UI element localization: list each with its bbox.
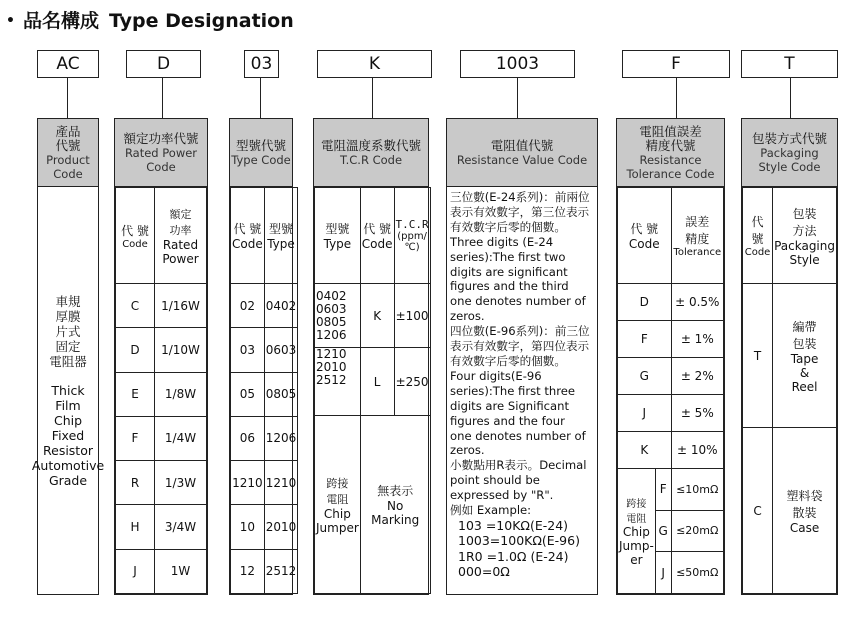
- product-code-body: [31, 187, 105, 595]
- header-zh: 電阻溫度系數代號: [320, 137, 421, 153]
- resistance-code-body: [446, 187, 598, 595]
- connector-line: [260, 78, 261, 118]
- table-row: [743, 284, 837, 428]
- cell-code: 12: [231, 549, 265, 593]
- body-text: 電阻器: [49, 353, 87, 369]
- body-text: Thick: [51, 382, 85, 398]
- cell-value: 3/4W: [155, 505, 207, 549]
- cell-text: 塑料袋: [786, 488, 823, 503]
- table-row: [618, 321, 724, 358]
- header-en: Type Code: [231, 152, 291, 167]
- resistance-examples: [450, 518, 595, 580]
- description-line: 有效數字后零的個數。: [450, 219, 566, 234]
- table-row: [116, 416, 207, 460]
- cell-value: ≤20mΩ: [671, 510, 723, 552]
- header-en: Code: [146, 159, 176, 174]
- title-zh: 品名構成: [22, 10, 99, 32]
- body-text: Grade: [48, 472, 88, 488]
- cell-text: Code: [628, 237, 660, 251]
- cell-code: J: [655, 552, 671, 594]
- cell-text: Reel: [791, 379, 818, 394]
- cell-value: ≤10mΩ: [671, 469, 723, 511]
- cell-text: Tape: [790, 351, 819, 366]
- cell-text: 跨接: [626, 499, 647, 510]
- cell-value: 1/16W: [155, 284, 207, 328]
- cell-text: 代 號: [751, 215, 764, 246]
- cell-value: [773, 284, 837, 428]
- code-box-power: D: [126, 50, 201, 78]
- description-line: zeros.: [450, 443, 485, 458]
- table-row: [618, 358, 724, 395]
- header-zh: 代號: [55, 137, 81, 153]
- cell-text: (ppm/℃): [397, 231, 427, 253]
- cell-text: 額定: [169, 207, 192, 221]
- header-en: Packaging: [760, 145, 819, 160]
- example-line: 1R0 =1.0Ω (E-24): [458, 548, 569, 564]
- table-row: [618, 469, 724, 511]
- description-line: figures and the third: [450, 279, 569, 294]
- table-row: [231, 372, 298, 416]
- code-box-type: 03: [244, 50, 279, 78]
- cell-text: 1210: [316, 347, 347, 361]
- cell-text: 型號: [325, 222, 350, 236]
- type-code-table: [229, 187, 297, 595]
- jumper-label: [618, 469, 656, 594]
- cell-code: 03: [231, 328, 265, 372]
- example-line: 103 =10KΩ(E-24): [458, 517, 569, 533]
- cell-text: 代 號: [121, 223, 149, 238]
- cell-code: 02: [231, 284, 265, 328]
- section-title: [6, 6, 294, 33]
- code-box-resistance: 1003: [460, 50, 575, 78]
- connector-line: [372, 78, 373, 118]
- cell-text: 1206: [316, 327, 347, 342]
- packaging-code-table: [741, 187, 838, 595]
- header-en: Rated Power: [124, 145, 198, 160]
- cell-code: E: [116, 372, 155, 416]
- table-row: [231, 416, 298, 460]
- body-text: Film: [55, 397, 81, 413]
- cell-text: Code: [361, 237, 393, 251]
- table-col-header: [360, 188, 394, 284]
- cell-code: R: [116, 461, 155, 505]
- cell-value: ± 0.5%: [671, 284, 723, 321]
- cell-text: Power: [162, 251, 199, 266]
- cell-text: Type: [267, 237, 295, 251]
- cell-text: Code: [744, 247, 771, 258]
- resistance-description: [450, 190, 595, 518]
- cell-value: 2512: [264, 549, 298, 593]
- header-en: Resistance: [639, 152, 702, 167]
- description-line: 表示有效數字，第三位表示: [450, 204, 590, 219]
- connector-line: [162, 78, 163, 118]
- cell-text: 誤差: [685, 215, 710, 229]
- cell-code: G: [655, 510, 671, 552]
- cell-value: 1/8W: [155, 372, 207, 416]
- cell-code: C: [116, 284, 155, 328]
- table-row: [618, 432, 724, 469]
- header-zh: 產品: [55, 123, 81, 139]
- bullet-icon: •: [6, 13, 15, 29]
- cell-value: ≤50mΩ: [671, 552, 723, 594]
- cell-code: D: [116, 328, 155, 372]
- cell-code: C: [743, 428, 773, 594]
- description-line: figures and the four: [450, 413, 565, 428]
- cell-value: 1/3W: [155, 461, 207, 505]
- resistance-code-header: [446, 118, 598, 187]
- description-line: 例如 Example:: [450, 503, 532, 518]
- cell-text: Chip: [323, 506, 351, 521]
- tolerance-code-table: [616, 187, 725, 595]
- description-line: 有效數字后零的個數。: [450, 353, 566, 368]
- description-line: digits are significant: [450, 264, 568, 279]
- cell-code: G: [618, 358, 672, 395]
- cell-text: 散裝: [792, 505, 817, 520]
- cell-text: 功率: [169, 223, 192, 237]
- header-zh: 額定功率代號: [123, 130, 199, 146]
- cell-value: ±100: [394, 284, 430, 348]
- cell-code: 1210: [231, 461, 265, 505]
- cell-text: 精度: [685, 232, 710, 246]
- table-row: [116, 328, 207, 372]
- cell-code: H: [116, 505, 155, 549]
- cell-text: 2512: [316, 373, 347, 387]
- cell-text: 包裝: [792, 206, 817, 221]
- description-line: series):The first three: [450, 383, 576, 398]
- cell-text: No Marking: [371, 499, 420, 527]
- cell-value: 0805: [264, 372, 298, 416]
- cell-types: [315, 348, 361, 416]
- cell-code: F: [655, 469, 671, 511]
- cell-text: 電阻: [626, 514, 647, 525]
- header-zh: 包裝方式代號: [751, 130, 827, 146]
- cell-value: 1210: [264, 461, 298, 505]
- cell-text: er: [630, 553, 643, 567]
- jumper-label: [315, 416, 361, 594]
- table-col-header: [618, 188, 672, 284]
- body-text: 固定: [55, 338, 81, 354]
- cell-value: 1/4W: [155, 416, 207, 460]
- cell-text: 型號: [269, 222, 294, 236]
- tcr-code-table: [313, 187, 429, 595]
- cell-text: 代 號: [233, 222, 262, 236]
- cell-value: 2010: [264, 505, 298, 549]
- description-line: one denotes number of: [450, 428, 586, 443]
- header-en: Product: [46, 152, 90, 167]
- cell-value: ± 5%: [671, 395, 723, 432]
- cell-code: T: [743, 284, 773, 428]
- cell-code: K: [360, 284, 394, 348]
- description-line: 表示有效數字，第四位表示: [450, 339, 590, 354]
- table-col-header: [315, 188, 361, 284]
- cell-text: Chip: [622, 525, 650, 539]
- description-line: Four digits(E-96: [450, 368, 542, 383]
- cell-value: ± 10%: [671, 432, 723, 469]
- body-text: Chip: [53, 412, 83, 428]
- cell-text: Tolerance: [673, 247, 722, 258]
- cell-text: Code: [122, 238, 148, 250]
- table-row: [116, 284, 207, 328]
- cell-text: 無表示: [377, 484, 414, 498]
- title-en: Type Designation: [108, 10, 294, 32]
- description-line: 四位數(E-96系列)：前三位: [450, 324, 590, 339]
- header-zh: 型號代號: [235, 137, 286, 153]
- cell-text: Case: [789, 520, 820, 535]
- body-text: Fixed: [51, 427, 85, 443]
- cell-value: ± 1%: [671, 321, 723, 358]
- cell-code: K: [618, 432, 672, 469]
- table-col-header: [743, 188, 773, 284]
- type-code-header: [229, 118, 293, 187]
- table-col-header: [671, 188, 723, 284]
- table-row: [618, 284, 724, 321]
- cell-value: ± 2%: [671, 358, 723, 395]
- body-text: 車規: [55, 293, 81, 309]
- cell-text: 包裝: [792, 336, 817, 351]
- header-zh: 電阻值代號: [490, 137, 554, 153]
- header-en: Style Code: [758, 159, 821, 174]
- cell-types: [315, 284, 361, 348]
- cell-text: 2010: [316, 360, 347, 374]
- cell-value: ±250: [394, 348, 430, 416]
- header-zh: 電阻值誤差: [639, 123, 702, 139]
- cell-text: Code: [232, 237, 263, 251]
- cell-value: 1/10W: [155, 328, 207, 372]
- cell-text: 電阻: [326, 492, 349, 506]
- body-text: Resistor: [43, 442, 93, 458]
- cell-text: Type: [323, 237, 352, 251]
- power-code-header: [114, 118, 208, 187]
- cell-text: 方法: [792, 223, 817, 238]
- cell-value: 1206: [264, 416, 298, 460]
- description-line: 小數點用R表示。Decimal: [450, 458, 587, 473]
- connector-line: [517, 78, 518, 118]
- table-row: [231, 284, 298, 328]
- header-en: Resistance Value Code: [456, 152, 588, 167]
- header-en: Tolerance Code: [626, 166, 715, 181]
- cell-text: 0805: [316, 314, 347, 329]
- body-text: 厚膜: [55, 308, 81, 324]
- packaging-code-header: [741, 118, 838, 187]
- cell-text: 編帶: [792, 319, 817, 334]
- description-line: 三位數(E-24系列)：前兩位: [450, 190, 590, 204]
- description-line: Three digits (E-24: [450, 234, 554, 249]
- table-row: [618, 395, 724, 432]
- cell-text: 跨接: [326, 476, 349, 490]
- code-box-product: AC: [37, 50, 99, 78]
- table-row: [315, 348, 431, 416]
- cell-code: 06: [231, 416, 265, 460]
- cell-text: Rated: [162, 237, 199, 252]
- description-line: digits are Significant: [450, 398, 570, 413]
- cell-text: Jump-: [619, 539, 654, 553]
- connector-line: [676, 78, 677, 118]
- table-row: [315, 284, 431, 348]
- cell-code: D: [618, 284, 672, 321]
- table-row: [116, 549, 207, 593]
- table-col-header: [773, 188, 837, 284]
- cell-text: 代 號: [363, 222, 392, 236]
- connector-line: [790, 78, 791, 118]
- cell-code: F: [618, 321, 672, 358]
- table-row: [116, 372, 207, 416]
- cell-text: 0402: [316, 288, 347, 303]
- cell-text: Style: [789, 252, 820, 267]
- power-code-table: [114, 187, 208, 595]
- cell-code: L: [360, 348, 394, 416]
- cell-text: T.C.R: [395, 218, 429, 231]
- cell-value: 0603: [264, 328, 298, 372]
- example-line: 000=0Ω: [458, 564, 510, 580]
- description-line: point should be: [450, 473, 540, 488]
- header-en: T.C.R Code: [339, 152, 403, 167]
- cell-code: F: [116, 416, 155, 460]
- cell-value: [773, 428, 837, 594]
- table-col-header: [264, 188, 298, 284]
- table-col-header: [116, 188, 155, 284]
- tolerance-code-header: [616, 118, 725, 187]
- table-row: [231, 328, 298, 372]
- table-row: [116, 461, 207, 505]
- description-line: one denotes number of: [450, 294, 586, 309]
- table-row: [116, 505, 207, 549]
- example-line: 1003=100KΩ(E-96): [458, 533, 580, 549]
- cell-code: J: [618, 395, 672, 432]
- code-box-tolerance: F: [622, 50, 730, 78]
- cell-value: 1W: [155, 549, 207, 593]
- cell-value: 0402: [264, 284, 298, 328]
- cell-text: Jumper: [316, 520, 359, 535]
- header-en: Code: [53, 166, 83, 181]
- cell-text: 0603: [316, 301, 347, 316]
- product-code-header: [37, 118, 99, 187]
- table-row: [315, 416, 431, 594]
- table-col-header: [394, 188, 430, 284]
- table-col-header: [231, 188, 265, 284]
- table-col-header: [155, 188, 207, 284]
- description-line: zeros.: [450, 309, 485, 324]
- table-row: [743, 428, 837, 594]
- cell-text: 代 號: [630, 222, 659, 236]
- header-zh: 精度代號: [645, 137, 696, 153]
- jumper-marking: [360, 416, 430, 594]
- table-row: [231, 549, 298, 593]
- table-row: [231, 505, 298, 549]
- cell-code: 05: [231, 372, 265, 416]
- body-text: 片式: [55, 323, 81, 339]
- connector-line: [67, 78, 68, 118]
- code-box-tcr: K: [317, 50, 432, 78]
- body-text: Automotive: [31, 457, 105, 473]
- cell-text: &: [799, 365, 810, 380]
- table-row: [231, 461, 298, 505]
- cell-text: Packaging: [774, 238, 835, 253]
- cell-code: J: [116, 549, 155, 593]
- cell-code: 10: [231, 505, 265, 549]
- code-box-packaging: T: [741, 50, 838, 78]
- description-line: expressed by "R".: [450, 488, 554, 503]
- description-line: series):The first two: [450, 249, 566, 264]
- tcr-code-header: [313, 118, 429, 187]
